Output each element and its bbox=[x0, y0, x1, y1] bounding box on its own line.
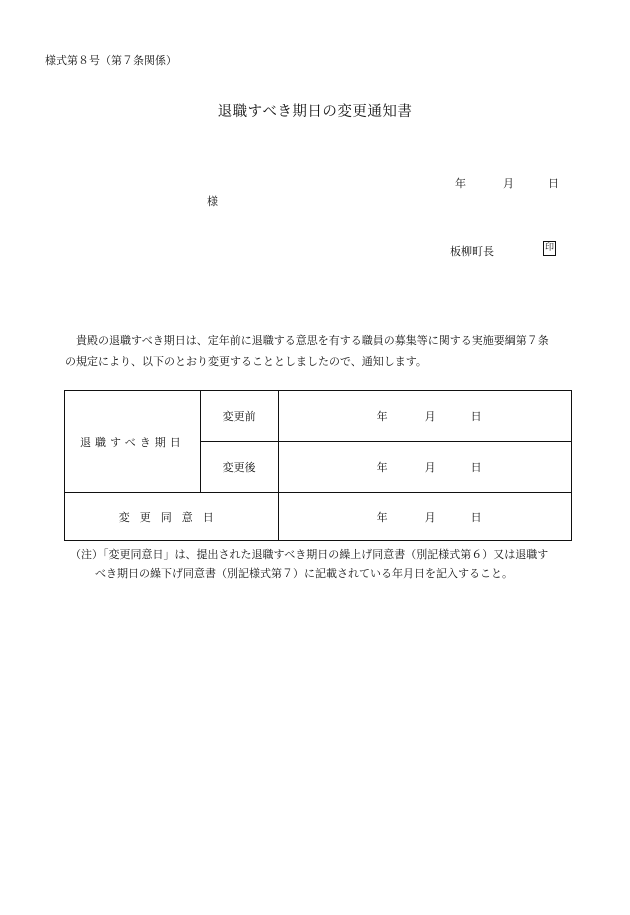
footnote bbox=[70, 545, 580, 583]
after-change-label: 変更後 bbox=[200, 442, 278, 493]
issuer-name: 板柳町長 bbox=[450, 245, 494, 258]
consent-date bbox=[278, 493, 571, 541]
footnote-line-1: （注）「変更同意日」は、提出された退職すべき期日の繰上げ同意書（別記様式第６）又は退職す bbox=[70, 548, 549, 561]
before-month-unit: 月 bbox=[424, 410, 436, 423]
before-change-label: 変更前 bbox=[200, 391, 278, 442]
retirement-date-label: 退職すべき期日 bbox=[65, 391, 201, 493]
date-month-unit: 月 bbox=[503, 177, 514, 190]
seal-mark: 印 bbox=[543, 241, 556, 256]
consent-day-unit: 日 bbox=[470, 510, 482, 524]
table-row-before bbox=[65, 391, 572, 442]
after-year-unit: 年 bbox=[376, 461, 388, 474]
addressee-suffix: 様 bbox=[207, 195, 218, 208]
footnote-line-2: べき期日の繰下げ同意書（別記様式第７）に記載されている年月日を記入すること。 bbox=[95, 567, 513, 580]
after-change-date bbox=[278, 442, 571, 493]
body-line-2: の規定により、以下のとおり変更することとしましたので、通知します。 bbox=[65, 355, 427, 368]
before-year-unit: 年 bbox=[376, 410, 388, 423]
after-month-unit: 月 bbox=[424, 461, 436, 474]
consent-year-unit: 年 bbox=[376, 510, 388, 524]
body-text bbox=[65, 330, 575, 372]
form-number: 様式第８号（第７条関係） bbox=[45, 54, 177, 67]
date-table bbox=[64, 390, 572, 541]
body-line-1: 貴殿の退職すべき期日は、定年前に退職する意思を有する職員の募集等に関する実施要綱第７条 bbox=[76, 334, 549, 347]
document-title: 退職すべき期日の変更通知書 bbox=[217, 104, 413, 120]
date-day-unit: 日 bbox=[548, 177, 559, 190]
date-year-unit: 年 bbox=[455, 177, 466, 190]
consent-month-unit: 月 bbox=[424, 510, 436, 524]
before-day-unit: 日 bbox=[470, 410, 482, 423]
consent-date-label: 変更同意日 bbox=[65, 493, 279, 541]
before-change-date bbox=[278, 391, 571, 442]
table-row-consent bbox=[65, 493, 572, 541]
after-day-unit: 日 bbox=[470, 461, 482, 474]
